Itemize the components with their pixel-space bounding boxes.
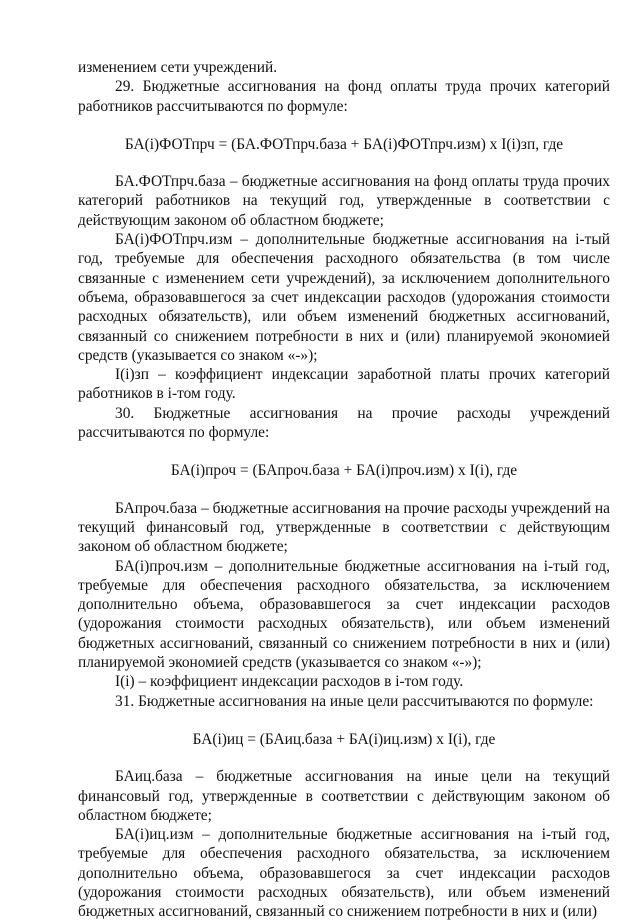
definition-other-change: БА(i)проч.изм – дополнительные бюджетные ассигнования на i-тый год, требуемые для обеспечения расходного обязательства, за исключением дополнительно объема, образовавшегося за счет индексации расходов (удорожания стоимости расходных обязательств), или объем изменений бюджетных ассигнований, связанный со снижением потребности в них и (или) планируемой экономией средств (указывается со знаком «-»); [78,557,610,672]
definition-other-purposes-base: БАиц.база – бюджетные ассигнования на иные цели на текущий финансовый год, утвержденные в соответствии с действующим законом об областном бюджете; [78,768,610,824]
definition-fot-change: БА(i)ФОТпрч.изм – дополнительные бюджетные ассигнования на i-тый год, требуемые для обеспечения расходного обязательства (в том числе связанные с изменением сети учреждений), за исключением дополнительного объема, образовавшегося за счет индексации расходов (удорожания стоимости расходных обязательств), или объем изменений бюджетных ассигнований, связанный со снижением потребности в них и (или) планируемой экономией средств (указывается со знаком «-»); [78,231,610,364]
clause-30: 30. Бюджетные ассигнования на прочие расходы учреждений рассчитываются по формуле: [78,404,610,442]
clause-31: 31. Бюджетные ассигнования на иные цели рассчитываются по формуле: [115,692,594,710]
definition-other-index: I(i) – коэффициент индексации расходов в i-том году. [115,673,464,691]
document-body [78,58,610,922]
paragraph-continuation: изменением сети учреждений. [78,59,278,76]
formula-fot: БА(i)ФОТпрч = (БА.ФОТпрч.база + БА(i)ФОТпрч.изм) х I(i)зп, где [124,135,564,153]
definition-other-purposes-change: БА(i)иц.изм – дополнительные бюджетные ассигнования на i-тый год, требуемые для обеспечения расходного обязательства, за исключением дополнительно объема, образовавшегося за счет индексации расходов (удорожания стоимости расходных обязательств), или объем изменений бюджетных ассигнований, связанный со снижением потребности в них и (или) [78,826,610,921]
formula-other-purposes: БА(i)иц = (БАиц.база + БА(i)иц.изм) х I(i), где [192,730,496,748]
formula-other: БА(i)проч = (БАпроч.база + БА(i)проч.изм) х I(i), где [170,462,518,480]
clause-29: 29. Бюджетные ассигнования на фонд оплаты труда прочих категорий работников рассчитываются по формуле: [78,78,610,115]
definition-other-base: БАпроч.база – бюджетные ассигнования на прочие расходы учреждений на текущий финансовый год, утвержденные в соответствии с действующим законом об областном бюджете; [78,499,610,556]
definition-fot-index: I(i)зп – коэффициент индексации заработной платы прочих категорий работников в i-том году. [78,366,610,403]
definition-fot-base: БА.ФОТпрч.база – бюджетные ассигнования на фонд оплаты труда прочих категорий работников на текущий год, утвержденные в соответствии с действующим законом об областном бюджете; [78,173,610,229]
